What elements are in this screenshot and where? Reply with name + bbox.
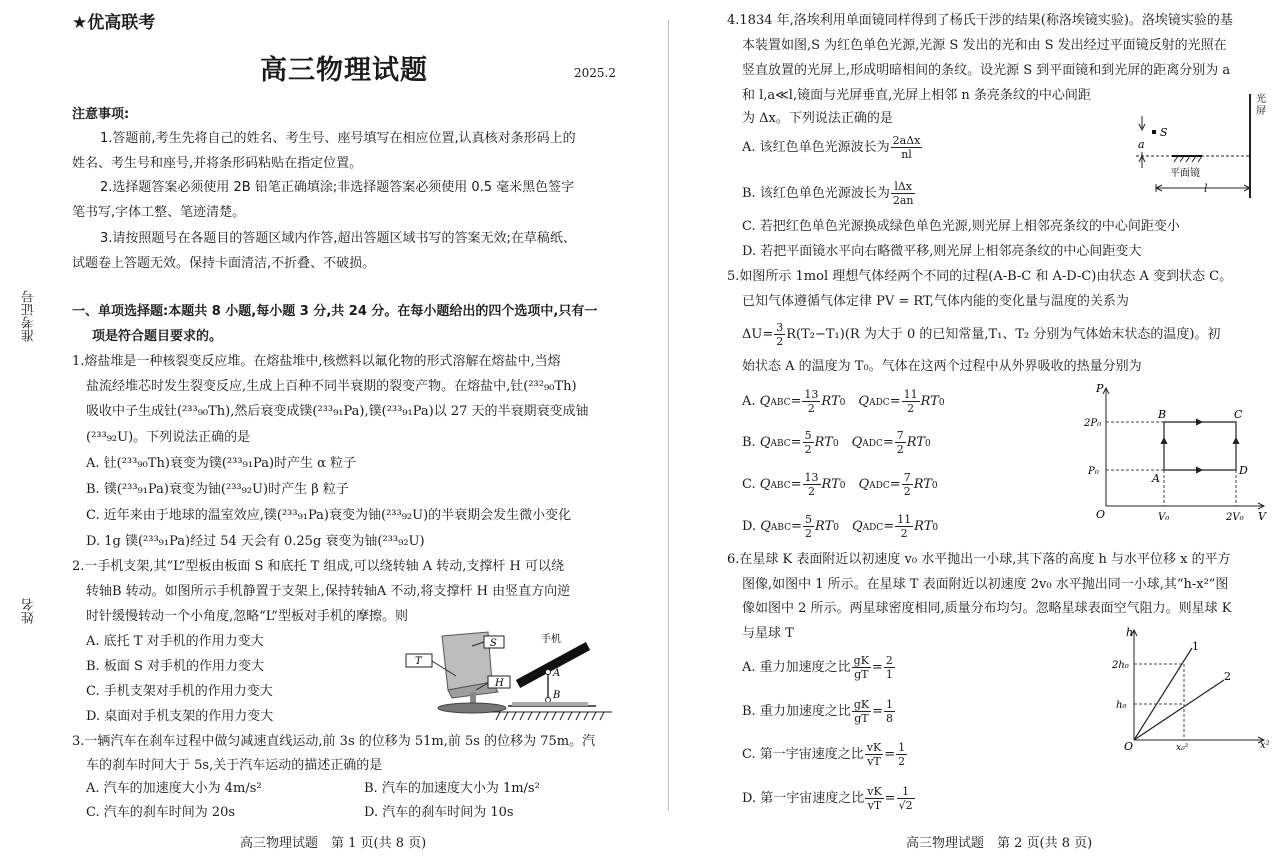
- notice-line: 1.答题前,考生先将自己的姓名、考生号、座号填写在相应位置,认真核对条形码上的: [100, 131, 576, 146]
- q4-option-c: C. 若把红色单色光源换成绿色单色光源,则光屏上相邻亮条纹的中心间距变小: [742, 219, 1180, 234]
- line-1-label: 1: [1192, 640, 1199, 653]
- fig-label-b: B: [553, 690, 561, 701]
- q3-option-a: A. 汽车的加速度大小为 4m/s²: [86, 781, 262, 796]
- q5-option-c: C. QABC= $\frac{13}{2}$ RT0 QADC= $\frac{7}{2}$ RT0: [742, 471, 938, 498]
- state-b: B: [1158, 408, 1167, 421]
- fig-label-a: A: [553, 668, 561, 679]
- notice-line: 笔书写,字体工整、笔迹清楚。: [72, 205, 246, 220]
- q1-option-c: C. 近年来由于地球的温室效应,镤(²³³₉₁Pa)衰变为铀(²³³₉₂U)的半衰期会发生微小变化: [86, 508, 572, 523]
- q1-stem: (²³³₉₂U)。下列说法正确的是: [86, 430, 251, 445]
- axis-v-label: V: [1258, 510, 1266, 523]
- q3-option-d: D. 汽车的刹车时间为 10s: [364, 805, 514, 820]
- q6-stem: 6.在星球 K 表面附近以初速度 v₀ 水平抛出一小球,其下落的高度 h 与水平位移 x 的平方: [727, 552, 1231, 567]
- q3-option-b: B. 汽车的加速度大小为 1m/s²: [364, 781, 540, 796]
- q6-stem: 图像,如图中 1 所示。在星球 T 表面附近以初速度 2v₀ 水平抛出同一小球,其“h-x²”图: [742, 577, 1229, 592]
- q2-stem: 时针缓慢转动一个小角度,忽略“L”型板对手机的摩擦。则: [86, 609, 408, 624]
- h-x2-graph: [1112, 624, 1274, 754]
- state-a: A: [1152, 472, 1160, 485]
- pv-diagram: [1084, 380, 1274, 524]
- fig-l-label: l: [1204, 182, 1208, 195]
- section-heading: 一、单项选择题:本题共 8 小题,每小题 3 分,共 24 分。在每小题给出的四个选项中,只有一: [72, 304, 598, 319]
- q1-option-a: A. 钍(²³³₉₀Th)衰变为镤(²³³₉₁Pa)时产生 α 粒子: [86, 456, 357, 471]
- line-2-label: 2: [1224, 670, 1231, 683]
- q5-stem: ΔU= $\frac{3}{2}$ R(T₂−T₁)(R 为大于 0 的已知常量,T₁、T₂ 分别为气体始末状态的温度)。初: [742, 321, 1221, 348]
- fig-source-s: S: [1160, 126, 1168, 139]
- q4-option-b: B. 该红色单色光源波长为 $\frac{\text{lΔx}}{2an}$: [742, 180, 914, 207]
- axis-p-label: P: [1096, 382, 1104, 395]
- fig-mirror-label: 平面镜: [1170, 168, 1200, 179]
- q2-option-d: D. 桌面对手机支架的作用力变大: [86, 709, 274, 724]
- q2-stem: 转轴B 转动。如图所示手机静置于支架上,保持转轴A 不动,将支撑杆 H 由竖直方向逆: [86, 584, 571, 599]
- q5-option-a: A. QABC= $\frac{13}{2}$ RT0 QADC= $\frac{11}{2}$ RT0: [742, 388, 945, 415]
- q1-stem: 1.熔盐堆是一种核裂变反应堆。在熔盐堆中,核燃料以氟化物的形式溶解在熔盐中,当熔: [72, 354, 561, 369]
- q5-stem: 5.如图所示 1mol 理想气体经两个不同的过程(A-B-C 和 A-D-C)由状态 A 变到状态 C。: [727, 269, 1233, 284]
- axis-x2-label: x²: [1260, 740, 1270, 751]
- fig-screen-label: 光: [1256, 94, 1266, 105]
- q4-stem: 和 l,a≪l,镜面与光屏垂直,光屏上相邻 n 条亮条纹的中心间距: [742, 88, 1091, 103]
- q1-stem: 盐流经堆芯时发生裂变反应,生成上百种不同半衰期的裂变产物。在熔盐中,钍(²³²₉₀Th): [86, 379, 577, 394]
- q5-stem: 已知气体遵循气体定律 PV = RT,气体内能的变化量与温度的关系为: [742, 294, 1129, 309]
- fig-a-label: a: [1138, 138, 1145, 151]
- q2-option-c: C. 手机支架对手机的作用力变大: [86, 684, 273, 699]
- notice-line: 2.选择题答案必须使用 2B 铅笔正确填涂;非选择题答案必须使用 0.5 毫米黑色签字: [100, 180, 575, 195]
- notice-heading: 注意事项:: [72, 107, 130, 122]
- q4-option-a: A. 该红色单色光源波长为 $\frac{\text{2aΔx}}{nl}$: [742, 134, 921, 161]
- q4-stem: 本装置如图,S 为红色单色光源,光源 S 发出的光和由 S 发出经过平面镜反射的光照在: [742, 38, 1227, 53]
- exam-brand: ★优高联考: [72, 13, 156, 33]
- q1-option-b: B. 镤(²³³₉₁Pa)衰变为铀(²³³₉₂U)时产生 β 粒子: [86, 482, 349, 497]
- state-d: D: [1239, 464, 1248, 477]
- q4-stem: 4.1834 年,洛埃利用单面镜同样得到了杨氏干涉的结果(称洛埃镜实验)。洛埃镜实验的基: [727, 13, 1233, 28]
- axis-h-label: h: [1126, 626, 1134, 639]
- q6-stem: 像如图中 2 所示。两星球密度相同,质量分布均匀。忽略星球表面空气阻力。则星球 K: [742, 601, 1232, 616]
- q4-stem: 为 Δx。下列说法正确的是: [742, 111, 893, 126]
- q3-option-c: C. 汽车的刹车时间为 20s: [86, 805, 236, 820]
- fig-label-h: H: [495, 678, 504, 689]
- q2-option-a: A. 底托 T 对手机的作用力变大: [86, 634, 264, 649]
- tick-h0: h₀: [1116, 700, 1127, 711]
- q2-option-b: B. 板面 S 对手机的作用力变大: [86, 659, 264, 674]
- ticket-number-label: 准考证号: [22, 290, 37, 342]
- tick-2v0: 2V₀: [1226, 512, 1244, 523]
- tick-x0: x₀²: [1176, 743, 1189, 753]
- tick-2p0: 2P₀: [1084, 418, 1102, 429]
- page-divider: [668, 20, 669, 810]
- fig-label-t: T: [415, 656, 422, 667]
- q6-option-d: D. 第一宇宙速度之比 $\frac{vK}{vT}$ = $\frac{1}{√2}$: [742, 785, 913, 812]
- tick-2h0: 2h₀: [1112, 660, 1129, 671]
- exam-date: 2025.2: [574, 66, 616, 80]
- footer-right: 高三物理试题 第 2 页(共 8 页): [906, 836, 1093, 851]
- fig-label-s: S: [490, 638, 497, 649]
- section-heading: 项是符合题目要求的。: [92, 329, 223, 344]
- q5-option-d: D. QABC= $\frac{5}{2}$ RT0 QADC= $\frac{11}{2}$ RT0: [742, 513, 939, 540]
- state-c: C: [1234, 408, 1243, 421]
- q5-stem: 始状态 A 的温度为 T₀。气体在这两个过程中从外界吸收的热量分别为: [742, 359, 1142, 374]
- q3-stem: 3.一辆汽车在刹车过程中做匀减速直线运动,前 3s 的位移为 51m,前 5s 的位移为 75m。汽: [72, 734, 596, 749]
- q2-stem: 2.一手机支架,其“L”型板由板面 S 和底托 T 组成,可以绕转轴 A 转动,支撑杆 H 可以绕: [72, 559, 564, 574]
- q3-stem: 车的刹车时间大于 5s,关于汽车运动的描述正确的是: [86, 758, 383, 773]
- q4-option-d: D. 若把平面镜水平向右略微平移,则光屏上相邻亮条纹的中心间距变大: [742, 244, 1142, 259]
- q1-stem: 吸收中子生成钍(²³³₉₀Th),然后衰变成镤(²³³₉₁Pa),镤(²³³₉₁Pa)以 27 天的半衰期衰变成铀: [86, 404, 589, 419]
- origin-label: O: [1124, 740, 1134, 753]
- page-title: 高三物理试题: [260, 55, 428, 86]
- name-label: 姓名: [22, 598, 37, 624]
- tick-p0: P₀: [1088, 466, 1099, 477]
- origin-label: O: [1096, 508, 1106, 521]
- q1-option-d: D. 1g 镤(²³³₉₁Pa)经过 54 天会有 0.25g 衰变为铀(²³³₉₂U): [86, 534, 425, 549]
- q4-stem: 竖直放置的光屏上,形成明暗相间的条纹。设光源 S 到平面镜和到光屏的距离分别为 a: [742, 63, 1231, 78]
- q6-stem: 与星球 T: [742, 626, 794, 641]
- notice-line: 试题卷上答题无效。保持卡面清洁,不折叠、不破损。: [72, 256, 376, 271]
- svg-text:屏: 屏: [1256, 106, 1266, 117]
- fig-label-phone: 手机: [541, 634, 561, 645]
- notice-line: 3.请按照题号在各题目的答题区域内作答,超出答题区域书写的答案无效;在草稿纸、: [100, 231, 576, 246]
- q6-option-b: B. 重力加速度之比 $\frac{gK}{gT}$ = $\frac{1}{8}$: [742, 698, 893, 725]
- tick-v0: V₀: [1158, 512, 1170, 523]
- phone-stand-figure: [400, 628, 620, 724]
- q6-option-c: C. 第一宇宙速度之比 $\frac{vK}{vT}$ = $\frac{1}{2}$: [742, 741, 906, 768]
- footer-left: 高三物理试题 第 1 页(共 8 页): [240, 836, 427, 851]
- q5-option-b: B. QABC= $\frac{5}{2}$ RT0 QADC= $\frac{7}{2}$ RT0: [742, 429, 931, 456]
- q6-option-a: A. 重力加速度之比 $\frac{gK}{gT}$ = $\frac{2}{1}$: [742, 654, 893, 681]
- lloyd-mirror-figure: [1120, 88, 1280, 200]
- notice-line: 姓名、考生号和座号,并将条形码粘贴在指定位置。: [72, 156, 363, 171]
